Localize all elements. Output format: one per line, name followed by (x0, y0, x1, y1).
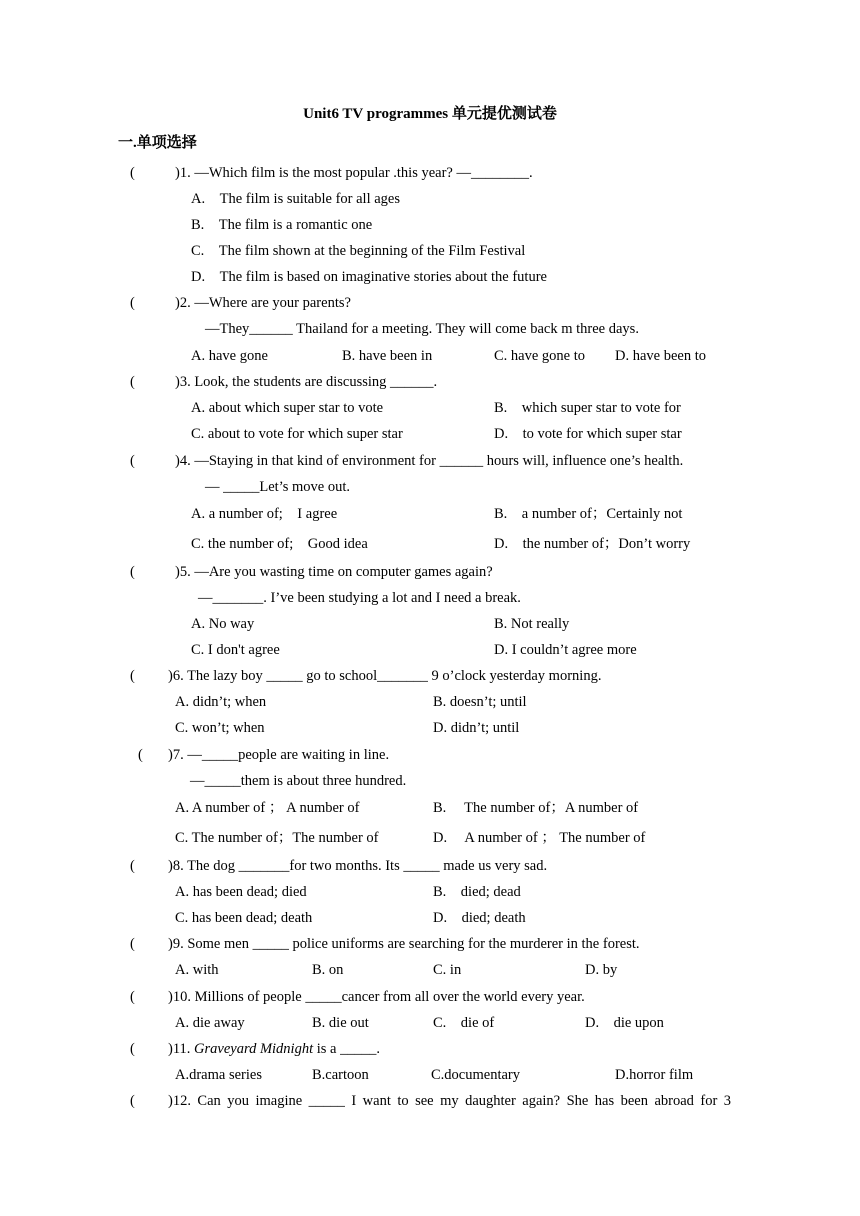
option-b: B. on (312, 962, 344, 978)
answer-paren: ( (130, 453, 135, 469)
page-title: Unit6 TV programmes 单元提优测试卷 (303, 106, 557, 122)
answer-paren: ( (138, 747, 143, 763)
question-stem: )12. Can you imagine _____ I want to see my daughter again? She has been abroad for 3 (168, 1093, 731, 1109)
option-c: C. have gone to (494, 348, 586, 364)
answer-paren: ( (130, 564, 135, 580)
dialogue-reply: —_______. I’ve been studying a lot and I need a break. (198, 590, 521, 606)
answer-paren: ( (130, 1093, 135, 1109)
option-a: A. a number of; I agree (191, 506, 338, 522)
option-b: B.cartoon (312, 1067, 369, 1083)
option-a: A. The film is suitable for all ages (191, 191, 400, 207)
option-d: D. The film is based on imaginative stories about the future (191, 269, 547, 285)
question-stem: )8. The dog _______for two months. Its _____ made us very sad. (168, 858, 548, 874)
question-stem: )7. —_____people are waiting in line. (168, 747, 390, 763)
option-a: A. about which super star to vote (191, 400, 384, 416)
option-b: B. have been in (342, 348, 433, 364)
answer-paren: ( (130, 374, 135, 390)
option-c: C. has been dead; death (175, 910, 313, 926)
dialogue-reply: —They______ Thailand for a meeting. They will come back m three days. (205, 321, 639, 337)
answer-paren: ( (130, 858, 135, 874)
option-c: C. about to vote for which super star (191, 426, 403, 442)
option-c: C. in (433, 962, 462, 978)
section-heading: 一.单项选择 (118, 135, 197, 151)
option-b: B. a number of；Certainly not (494, 506, 683, 522)
answer-paren: ( (130, 295, 135, 311)
option-b: B. which super star to vote for (494, 400, 681, 416)
stem-prefix: )11. (168, 1041, 195, 1057)
dialogue-reply: — _____Let’s move out. (205, 479, 350, 495)
option-a: A. No way (191, 616, 255, 632)
option-c: C.documentary (431, 1067, 520, 1083)
question-stem (168, 1040, 380, 1058)
question-stem: )2. —Where are your parents? (175, 295, 351, 311)
option-b: B. died; dead (433, 884, 521, 900)
option-c: C. The number of；The number of (175, 830, 379, 846)
option-d: D. the number of；Don’t worry (494, 536, 691, 552)
option-c: C. the number of; Good idea (191, 536, 368, 552)
option-d: D. I couldn’t agree more (494, 642, 637, 658)
option-d: D. didn’t; until (433, 720, 520, 736)
question-stem: )9. Some men _____ police uniforms are searching for the murderer in the forest. (168, 936, 640, 952)
stem-suffix: is a _____. (313, 1041, 380, 1057)
option-b: B. Not really (494, 616, 570, 632)
option-d: D. have been to (615, 348, 706, 364)
answer-paren: ( (130, 936, 135, 952)
dialogue-reply: —_____them is about three hundred. (190, 773, 407, 789)
option-d: D. A number of ； The number of (433, 830, 646, 846)
option-d: D. by (585, 962, 618, 978)
question-stem: )1. —Which film is the most popular .this year? —________. (175, 165, 533, 181)
option-d: D. die upon (585, 1015, 664, 1031)
option-c: C. die of (433, 1015, 495, 1031)
option-a: A. didn’t; when (175, 694, 267, 710)
option-c: C. won’t; when (175, 720, 265, 736)
option-a: A. has been dead; died (175, 884, 307, 900)
option-d: D.horror film (615, 1067, 694, 1083)
option-b: B. The film is a romantic one (191, 217, 373, 233)
option-b: B. The number of；A number of (433, 800, 639, 816)
option-a: A. A number of ； A number of (175, 800, 360, 816)
question-stem: )3. Look, the students are discussing ______. (175, 374, 438, 390)
option-b: B. doesn’t; until (433, 694, 527, 710)
option-c: C. I don't agree (191, 642, 280, 658)
answer-paren: ( (130, 165, 135, 181)
option-d: D. died; death (433, 910, 526, 926)
option-a: A. with (175, 962, 219, 978)
option-d: D. to vote for which super star (494, 426, 682, 442)
question-stem: )5. —Are you wasting time on computer games again? (175, 564, 493, 580)
option-b: B. die out (312, 1015, 369, 1031)
option-c: C. The film shown at the beginning of the Film Festival (191, 243, 526, 259)
option-a: A. die away (175, 1015, 245, 1031)
question-stem: )6. The lazy boy _____ go to school_______ 9 o’clock yesterday morning. (168, 668, 602, 684)
answer-paren: ( (130, 668, 135, 684)
question-stem: )4. —Staying in that kind of environment for ______ hours will, influence one’s health. (175, 453, 684, 469)
answer-paren: ( (130, 1041, 135, 1057)
option-a: A. have gone (191, 348, 268, 364)
programme-title: Graveyard Midnight (194, 1041, 314, 1057)
answer-paren: ( (130, 989, 135, 1005)
question-stem: )10. Millions of people _____cancer from all over the world every year. (168, 989, 585, 1005)
option-a: A.drama series (175, 1067, 262, 1083)
